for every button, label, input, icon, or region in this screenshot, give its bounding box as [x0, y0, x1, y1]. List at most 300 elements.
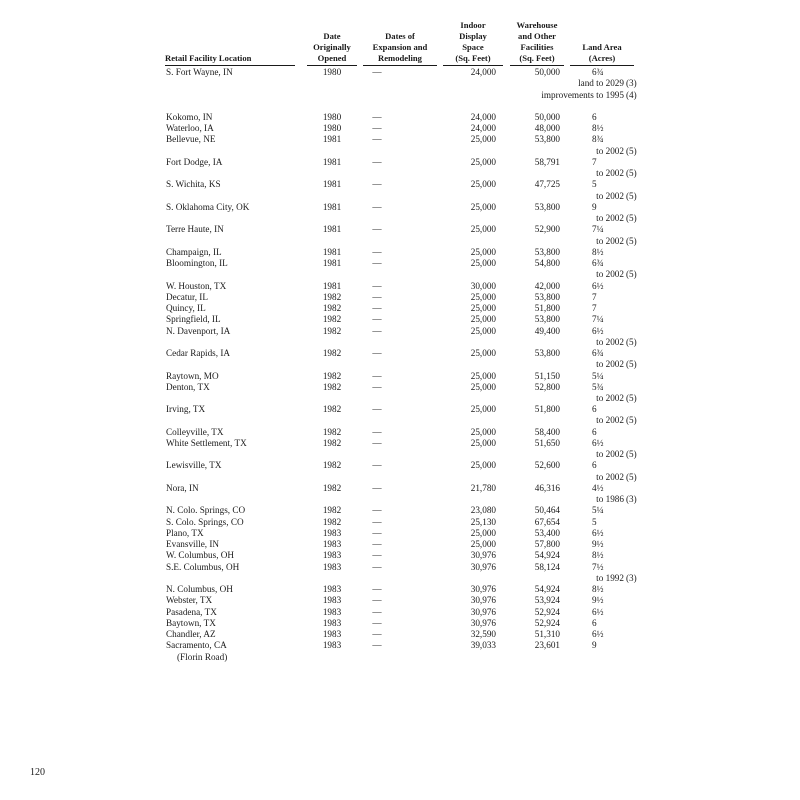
footnote-ref: (5) — [626, 336, 637, 347]
lease-note-text: to 1992 — [596, 572, 624, 583]
land-area-cell: 8½ — [592, 246, 604, 257]
indoor-space-cell: 25,000 — [470, 179, 496, 190]
land-area-cell: 8½ — [592, 550, 604, 561]
table-row — [0, 371, 800, 382]
land-area-cell: 7 — [592, 291, 597, 302]
location-cell: Champaign, IL — [166, 246, 222, 257]
year-opened-cell: 1982 — [322, 505, 342, 516]
indoor-space-cell: 25,000 — [470, 224, 496, 235]
indoor-space-cell: 30,976 — [470, 617, 496, 628]
land-area-cell: 7¼ — [592, 314, 604, 325]
year-opened-cell: 1980 — [322, 112, 342, 122]
location-cell: White Settlement, TX — [166, 437, 247, 448]
table-row — [0, 258, 800, 269]
table-row — [0, 517, 800, 528]
location-cell: Terre Haute, IN — [166, 224, 224, 235]
table-note-row — [0, 191, 800, 202]
lease-note-text: to 2002 — [596, 359, 624, 370]
land-area-cell: 6¾ — [592, 348, 604, 358]
year-opened-cell: 1982 — [322, 314, 342, 325]
location-cell: S. Oklahoma City, OK — [166, 201, 250, 212]
year-opened-cell: 1981 — [322, 280, 342, 291]
footnote-ref: (5) — [626, 359, 637, 370]
location-cell: Colleyville, TX — [166, 426, 224, 437]
warehouse-cell: 52,900 — [534, 224, 560, 235]
warehouse-cell: 54,924 — [534, 584, 560, 594]
table-row — [0, 618, 800, 629]
indoor-space-cell: 25,000 — [470, 348, 496, 358]
table-row — [0, 224, 800, 235]
footnote-ref: (5) — [626, 449, 637, 460]
footnote-ref: (5) — [626, 168, 637, 179]
table-note-row — [0, 78, 800, 89]
year-opened-cell: 1981 — [322, 201, 342, 212]
year-opened-cell: 1982 — [322, 291, 342, 302]
indoor-space-cell: 24,000 — [470, 123, 496, 134]
year-opened-cell: 1981 — [322, 156, 342, 167]
expansion-cell: — — [372, 426, 382, 437]
lease-note-text: to 2002 — [596, 168, 624, 179]
expansion-cell: — — [372, 584, 382, 594]
land-area-cell: 8¾ — [592, 134, 604, 145]
warehouse-cell: 49,400 — [534, 325, 560, 336]
header-expansion: Dates of Expansion and Remodeling — [372, 31, 428, 63]
year-opened-cell: 1982 — [322, 516, 342, 527]
location-cell: Denton, TX — [166, 381, 210, 392]
year-opened-cell: 1981 — [322, 179, 342, 190]
expansion-cell: — — [372, 640, 382, 651]
land-area-cell: 6¾ — [592, 67, 604, 77]
table-row — [0, 438, 800, 449]
indoor-space-cell: 25,000 — [470, 437, 496, 448]
table-note-row — [0, 213, 800, 224]
table-row — [0, 281, 800, 292]
warehouse-cell: 53,800 — [534, 201, 560, 212]
warehouse-cell: 54,924 — [534, 550, 560, 561]
expansion-cell: — — [372, 67, 382, 77]
table-row — [0, 179, 800, 190]
year-opened-cell: 1983 — [322, 617, 342, 628]
table-row — [0, 202, 800, 213]
warehouse-cell: 50,000 — [534, 67, 560, 77]
land-area-cell: 5 — [592, 516, 597, 527]
expansion-cell: — — [372, 314, 382, 325]
year-opened-cell: 1981 — [322, 258, 342, 269]
indoor-space-cell: 24,000 — [470, 112, 496, 122]
table-note-row — [0, 472, 800, 483]
location-cell: Sacramento, CA — [166, 640, 227, 651]
expansion-cell: — — [372, 460, 382, 471]
year-opened-cell: 1982 — [322, 482, 342, 493]
expansion-cell: — — [372, 123, 382, 134]
land-area-cell: 9 — [592, 640, 597, 651]
expansion-cell: — — [372, 595, 382, 606]
warehouse-cell: 53,800 — [534, 134, 560, 145]
indoor-space-cell: 30,976 — [470, 584, 496, 594]
table-note-row — [0, 337, 800, 348]
expansion-cell: — — [372, 246, 382, 257]
expansion-cell: — — [372, 617, 382, 628]
land-area-cell: 7½ — [592, 561, 604, 572]
location-cell: Fort Dodge, IA — [166, 156, 223, 167]
warehouse-cell: 42,000 — [534, 280, 560, 291]
location-cell: Chandler, AZ — [166, 629, 216, 639]
expansion-cell: — — [372, 258, 382, 269]
table-row — [0, 640, 800, 651]
table-row — [0, 348, 800, 359]
land-area-cell: 6½ — [592, 437, 604, 448]
land-area-cell: 4½ — [592, 482, 604, 493]
indoor-space-cell: 25,000 — [470, 460, 496, 471]
indoor-space-cell: 25,000 — [470, 314, 496, 325]
land-area-cell: 6 — [592, 617, 597, 628]
land-area-cell: 6½ — [592, 629, 604, 639]
year-opened-cell: 1981 — [322, 246, 342, 257]
indoor-space-cell: 30,000 — [470, 280, 496, 291]
lease-note-text: to 2002 — [596, 190, 624, 201]
year-opened-cell: 1982 — [322, 370, 342, 381]
indoor-space-cell: 25,000 — [470, 527, 496, 538]
expansion-cell: — — [372, 505, 382, 516]
location-cell: Cedar Rapids, IA — [166, 348, 231, 358]
location-cell: W. Columbus, OH — [166, 550, 235, 561]
location-cell: Webster, TX — [166, 595, 213, 606]
indoor-space-cell: 25,130 — [470, 516, 496, 527]
table-note-row — [0, 393, 800, 404]
warehouse-cell: 52,924 — [534, 606, 560, 617]
warehouse-cell: 67,654 — [534, 516, 560, 527]
table-row — [0, 460, 800, 471]
location-cell: S. Wichita, KS — [166, 179, 221, 190]
year-opened-cell: 1982 — [322, 381, 342, 392]
expansion-cell: — — [372, 629, 382, 639]
warehouse-cell: 53,800 — [534, 314, 560, 325]
lease-note-text: to 2002 — [596, 213, 624, 224]
indoor-space-cell: 25,000 — [470, 539, 496, 550]
indoor-space-cell: 25,000 — [470, 258, 496, 269]
expansion-cell: — — [372, 156, 382, 167]
warehouse-cell: 58,791 — [534, 156, 560, 167]
table-note-row — [0, 146, 800, 157]
table-row — [0, 303, 800, 314]
header-rule-date — [307, 65, 357, 66]
table-note-row — [0, 90, 800, 101]
year-opened-cell: 1983 — [322, 550, 342, 561]
warehouse-cell: 58,124 — [534, 561, 560, 572]
table-row — [0, 292, 800, 303]
lease-note-text: to 2002 — [596, 415, 624, 426]
warehouse-cell: 51,650 — [534, 437, 560, 448]
header-rule-land — [570, 65, 634, 66]
location-cell: N. Columbus, OH — [166, 584, 233, 594]
warehouse-cell: 57,800 — [534, 539, 560, 550]
warehouse-cell: 46,316 — [534, 482, 560, 493]
footnote-ref: (5) — [626, 415, 637, 426]
year-opened-cell: 1982 — [322, 426, 342, 437]
location-cell: Evansville, IN — [166, 539, 220, 550]
table-row — [0, 427, 800, 438]
location-cell: (Florin Road) — [177, 651, 228, 662]
expansion-cell: — — [372, 291, 382, 302]
indoor-space-cell: 30,976 — [470, 606, 496, 617]
warehouse-cell: 53,400 — [534, 527, 560, 538]
land-area-cell: 6 — [592, 112, 597, 122]
warehouse-cell: 50,000 — [534, 112, 560, 122]
year-opened-cell: 1983 — [322, 584, 342, 594]
table-row — [0, 505, 800, 516]
year-opened-cell: 1982 — [322, 348, 342, 358]
expansion-cell: — — [372, 280, 382, 291]
land-area-cell: 9 — [592, 201, 597, 212]
table-row — [0, 101, 800, 112]
warehouse-cell: 51,150 — [534, 370, 560, 381]
expansion-cell: — — [372, 437, 382, 448]
table-row — [0, 326, 800, 337]
land-area-cell: 6½ — [592, 606, 604, 617]
footnote-ref: (3) — [626, 572, 637, 583]
year-opened-cell: 1980 — [322, 123, 342, 134]
location-cell: Bloomington, IL — [166, 258, 228, 269]
indoor-space-cell: 39,033 — [470, 640, 496, 651]
land-area-cell: 8½ — [592, 123, 604, 134]
location-cell: Irving, TX — [166, 404, 206, 415]
table-row — [0, 404, 800, 415]
location-cell: N. Colo. Springs, CO — [166, 505, 246, 516]
location-cell: Nora, IN — [166, 482, 199, 493]
header-warehouse: Warehouse and Other Facilities (Sq. Feet) — [516, 20, 558, 63]
expansion-cell: — — [372, 516, 382, 527]
table-row — [0, 528, 800, 539]
indoor-space-cell: 25,000 — [470, 426, 496, 437]
indoor-space-cell: 32,590 — [470, 629, 496, 639]
land-area-cell: 6½ — [592, 527, 604, 538]
lease-note-text: to 2002 — [596, 336, 624, 347]
expansion-cell: — — [372, 606, 382, 617]
expansion-cell: — — [372, 325, 382, 336]
warehouse-cell: 47,725 — [534, 179, 560, 190]
land-area-cell: 5¼ — [592, 370, 604, 381]
indoor-space-cell: 25,000 — [470, 325, 496, 336]
land-area-cell: 6 — [592, 426, 597, 437]
header-rule-expansion — [363, 65, 437, 66]
location-cell: Quincy, IL — [166, 303, 206, 313]
land-area-cell: 5¼ — [592, 505, 604, 516]
lease-note-text: to 2002 — [596, 449, 624, 460]
footnote-ref: (5) — [626, 393, 637, 403]
table-row — [0, 584, 800, 595]
footnote-ref: (5) — [626, 190, 637, 201]
year-opened-cell: 1981 — [322, 134, 342, 145]
indoor-space-cell: 25,000 — [470, 246, 496, 257]
header-rule-warehouse — [510, 65, 564, 66]
table-row — [0, 314, 800, 325]
year-opened-cell: 1982 — [322, 404, 342, 415]
expansion-cell: — — [372, 404, 382, 415]
table-row — [0, 157, 800, 168]
expansion-cell: — — [372, 550, 382, 561]
indoor-space-cell: 24,000 — [470, 67, 496, 77]
warehouse-cell: 51,800 — [534, 404, 560, 415]
table-row — [0, 539, 800, 550]
table-row — [0, 67, 800, 78]
table-note-row — [0, 168, 800, 179]
indoor-space-cell: 25,000 — [470, 370, 496, 381]
table-row — [0, 382, 800, 393]
year-opened-cell: 1980 — [322, 67, 342, 77]
year-opened-cell: 1983 — [322, 606, 342, 617]
table-row — [0, 134, 800, 145]
land-area-cell: 7 — [592, 156, 597, 167]
land-area-cell: 5 — [592, 179, 597, 190]
year-opened-cell: 1983 — [322, 640, 342, 651]
expansion-cell: — — [372, 561, 382, 572]
lease-note-text: to 2002 — [596, 269, 624, 280]
warehouse-cell: 48,000 — [534, 123, 560, 134]
location-cell: Raytown, MO — [166, 370, 219, 381]
lease-note-text: land to 2029 — [578, 78, 624, 89]
location-cell: Springfield, IL — [166, 314, 221, 325]
lease-note-text: improvements to 1995 — [541, 89, 624, 100]
footnote-ref: (3) — [626, 78, 637, 89]
indoor-space-cell: 30,976 — [470, 561, 496, 572]
location-cell: N. Davenport, IA — [166, 325, 231, 336]
indoor-space-cell: 23,080 — [470, 505, 496, 516]
location-cell: Pasadena, TX — [166, 606, 217, 617]
warehouse-cell: 53,800 — [534, 246, 560, 257]
location-cell: W. Houston, TX — [166, 280, 227, 291]
year-opened-cell: 1982 — [322, 325, 342, 336]
year-opened-cell: 1983 — [322, 527, 342, 538]
land-area-cell: 7¼ — [592, 224, 604, 235]
expansion-cell: — — [372, 482, 382, 493]
expansion-cell: — — [372, 370, 382, 381]
table-note-row — [0, 494, 800, 505]
location-cell: Plano, TX — [166, 527, 204, 538]
expansion-cell: — — [372, 348, 382, 358]
warehouse-cell: 53,800 — [534, 348, 560, 358]
lease-note-text: to 2002 — [596, 235, 624, 246]
location-cell: Lewisville, TX — [166, 460, 222, 471]
table-note-row — [0, 449, 800, 460]
header-land-area: Land Area (Acres) — [582, 42, 622, 63]
location-cell: S. Fort Wayne, IN — [166, 67, 233, 77]
indoor-space-cell: 25,000 — [470, 291, 496, 302]
expansion-cell: — — [372, 527, 382, 538]
footnote-ref: (4) — [626, 89, 637, 100]
land-area-cell: 6 — [592, 460, 597, 471]
table-note-row — [0, 415, 800, 426]
table-row — [0, 607, 800, 618]
header-indoor-space: Indoor Display Space (Sq. Feet) — [455, 20, 491, 63]
year-opened-cell: 1982 — [322, 437, 342, 448]
warehouse-cell: 58,400 — [534, 426, 560, 437]
warehouse-cell: 52,924 — [534, 617, 560, 628]
expansion-cell: — — [372, 539, 382, 550]
land-area-cell: 6½ — [592, 325, 604, 336]
year-opened-cell: 1983 — [322, 629, 342, 639]
expansion-cell: — — [372, 201, 382, 212]
land-area-cell: 5¾ — [592, 381, 604, 392]
land-area-cell: 9½ — [592, 539, 604, 550]
land-area-cell: 9½ — [592, 595, 604, 606]
location-cell: Decatur, IL — [166, 291, 208, 302]
land-area-cell: 6 — [592, 404, 597, 415]
header-rule-location — [165, 65, 295, 66]
expansion-cell: — — [372, 179, 382, 190]
page-number: 120 — [30, 767, 45, 778]
indoor-space-cell: 25,000 — [470, 303, 496, 313]
header-location: Retail Facility Location — [165, 53, 252, 63]
table-row — [0, 112, 800, 123]
lease-note-text: to 2002 — [596, 471, 624, 482]
expansion-cell: — — [372, 381, 382, 392]
table-note-row — [0, 359, 800, 370]
warehouse-cell: 52,800 — [534, 381, 560, 392]
land-area-cell: 6½ — [592, 280, 604, 291]
indoor-space-cell: 25,000 — [470, 201, 496, 212]
table-row — [0, 550, 800, 561]
land-area-cell: 8½ — [592, 584, 604, 594]
footnote-ref: (5) — [626, 213, 637, 224]
location-cell: Bellevue, NE — [166, 134, 216, 145]
expansion-cell: — — [372, 224, 382, 235]
year-opened-cell: 1983 — [322, 561, 342, 572]
warehouse-cell: 51,310 — [534, 629, 560, 639]
year-opened-cell: 1982 — [322, 303, 342, 313]
indoor-space-cell: 21,780 — [470, 482, 496, 493]
footnote-ref: (5) — [626, 471, 637, 482]
location-cell: Kokomo, IN — [166, 112, 213, 122]
table-row — [0, 652, 800, 663]
year-opened-cell: 1982 — [322, 460, 342, 471]
lease-note-text: to 1986 — [596, 494, 624, 505]
footnote-ref: (3) — [626, 494, 637, 505]
year-opened-cell: 1983 — [322, 539, 342, 550]
table-row — [0, 123, 800, 134]
warehouse-cell: 50,464 — [534, 505, 560, 516]
table-row — [0, 562, 800, 573]
indoor-space-cell: 30,976 — [470, 595, 496, 606]
warehouse-cell: 54,800 — [534, 258, 560, 269]
indoor-space-cell: 25,000 — [470, 381, 496, 392]
expansion-cell: — — [372, 303, 382, 313]
table-note-row — [0, 573, 800, 584]
year-opened-cell: 1981 — [322, 224, 342, 235]
header-date-opened: Date Originally Opened — [313, 31, 351, 63]
location-cell: S. Colo. Springs, CO — [166, 516, 244, 527]
expansion-cell: — — [372, 134, 382, 145]
warehouse-cell: 52,600 — [534, 460, 560, 471]
indoor-space-cell: 25,000 — [470, 134, 496, 145]
indoor-space-cell: 30,976 — [470, 550, 496, 561]
year-opened-cell: 1983 — [322, 595, 342, 606]
location-cell: S.E. Columbus, OH — [166, 561, 240, 572]
table-row — [0, 247, 800, 258]
land-area-cell: 7 — [592, 303, 597, 313]
indoor-space-cell: 25,000 — [470, 156, 496, 167]
warehouse-cell: 53,924 — [534, 595, 560, 606]
header-rule-indoor — [443, 65, 503, 66]
warehouse-cell: 51,800 — [534, 303, 560, 313]
footnote-ref: (5) — [626, 269, 637, 280]
land-area-cell: 6¾ — [592, 258, 604, 269]
table-note-row — [0, 269, 800, 280]
location-cell: Baytown, TX — [166, 617, 216, 628]
table-row — [0, 483, 800, 494]
table-note-row — [0, 236, 800, 247]
lease-note-text: to 2002 — [596, 393, 624, 403]
expansion-cell: — — [372, 112, 382, 122]
